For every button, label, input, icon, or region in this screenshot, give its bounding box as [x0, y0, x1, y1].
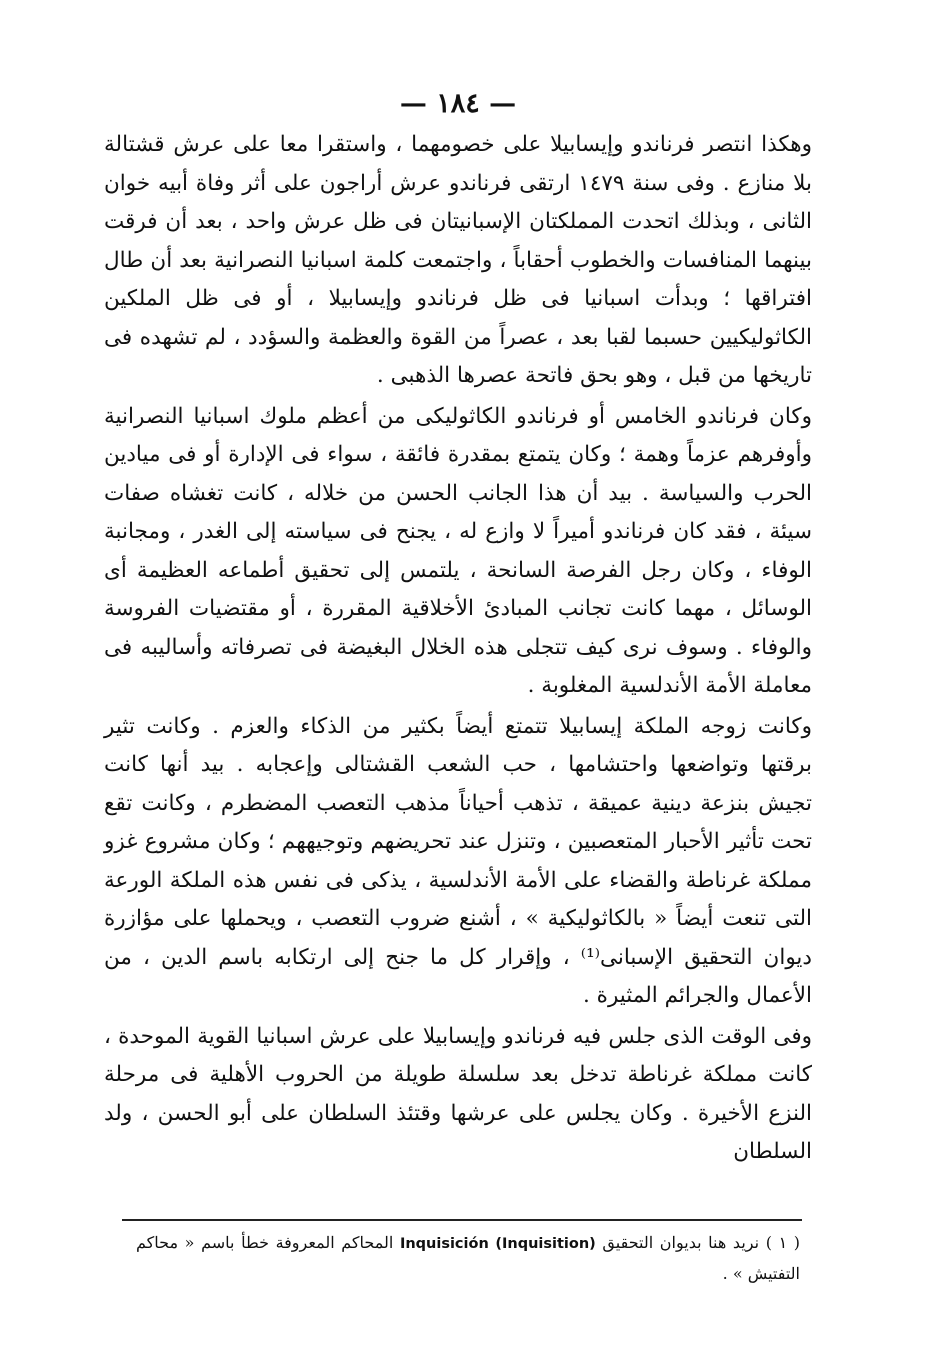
- footnote-text-before: نريد هنا بديوان التحقيق: [602, 1233, 760, 1252]
- body-text: [104, 126, 812, 1172]
- footnote-text-after: المحاكم المعروفة خطأ باسم « محاكم التفتيش » .: [136, 1233, 800, 1283]
- paragraph-3: وكانت زوجه الملكة إيسابيلا تتمتع أيضاً بكثير من الذكاء والعزم . وكانت تثير برقتها وتواضعها واحتشامها ، حب الشعب القشتالى وإعجابه . بيد أنها كانت تجيش بنزعة دينية عميقة ، تذهب أحياناً مذهب التعصب المضطرم ، وكانت تقع تحت تأثير الأحبار المتعصبين ، وتنزل عند تحريضهم وتوجيههم ؛ وكان مشروع غزو مملكة غرناطة والقضاء على الأمة الأندلسية ، يذكى فى نفس هذه الملكة الورعة التى تنعت أيضاً « بالكاثوليكية » ، أشنع ضروب التعصب ، ويحملها على مؤازرة ديوان التحقيق الإسبانى⁽¹⁾ ، وإقرار كل ما جنح إلى ارتكابه باسم الدين ، من الأعمال والجرائم المثيرة .: [104, 713, 812, 1008]
- footnote-divider: [122, 1219, 802, 1221]
- paragraph-4: وفى الوقت الذى جلس فيه فرناندو وإيسابيلا على عرش اسبانيا القوية الموحدة ، كانت مملكة غرناطة تدخل بعد سلسلة طويلة من الحروب الأهلية فى مرحلة النزع الأخيرة . وكان يجلس على عرشها وقتئذ السلطان على أبو الحسن ، ولد السلطان: [104, 1023, 812, 1164]
- paragraph-1: وهكذا انتصر فرناندو وإيسابيلا على خصومهما ، واستقرا معا على عرش قشتالة بلا منازع . وفى سنة ١٤٧٩ ارتقى فرناندو عرش أراجون على أثر وفاة أبيه خوان الثانى ، وبذلك اتحدت المملكتان الإسبانيتان فى ظل عرش واحد ، بعد أن فرقت بينهما المنافسات والخطوب أحقاباً ، واجتمعت كلمة اسبانيا النصرانية بعد أن طال افتراقها ؛ وبدأت اسبانيا فى ظل فرناندو وإيسابيلا ، أو فى ظل الملكين الكاثوليكيين حسبما لقبا بعد ، عصراً من القوة والعظمة والسؤدد ، لم تشهده فى تاريخها من قبل ، وهو بحق فاتحة عصرها الذهبى .: [104, 132, 812, 388]
- footnote: [136, 1228, 800, 1289]
- page-number: — ١٨٤ —: [399, 88, 517, 119]
- paragraph-2: وكان فرناندو الخامس أو فرناندو الكاثوليكى من أعظم ملوك اسبانيا النصرانية وأوفرهم عزماً وهمة ؛ وكان يتمتع بمقدرة فائقة ، سواء فى الإدارة أو فى ميادين الحرب والسياسة . بيد أن هذا الجانب الحسن من خلاله ، كانت تغشاه صفات سيئة ، فقد كان فرناندو أميراً لا وازع له ، يجنح فى سياسته إلى الغدر ، ومجانبة الوفاء ، وكان رجل الفرصة السانحة ، يلتمس إلى تحقيق أطماعه العظيمة أى الوسائل ، مهما كانت تجانب المبادئ الأخلاقية المقررة ، أو مقتضيات الفروسة والوفاء . وسوف نرى كيف تتجلى هذه الخلال البغيضة فى تصرفاته وأساليبه فى معاملة الأمة الأندلسية المغلوبة .: [104, 403, 812, 698]
- footnote-marker: ( ١ ): [765, 1233, 801, 1252]
- footnote-latin-term: Inquisición (Inquisition): [399, 1236, 596, 1252]
